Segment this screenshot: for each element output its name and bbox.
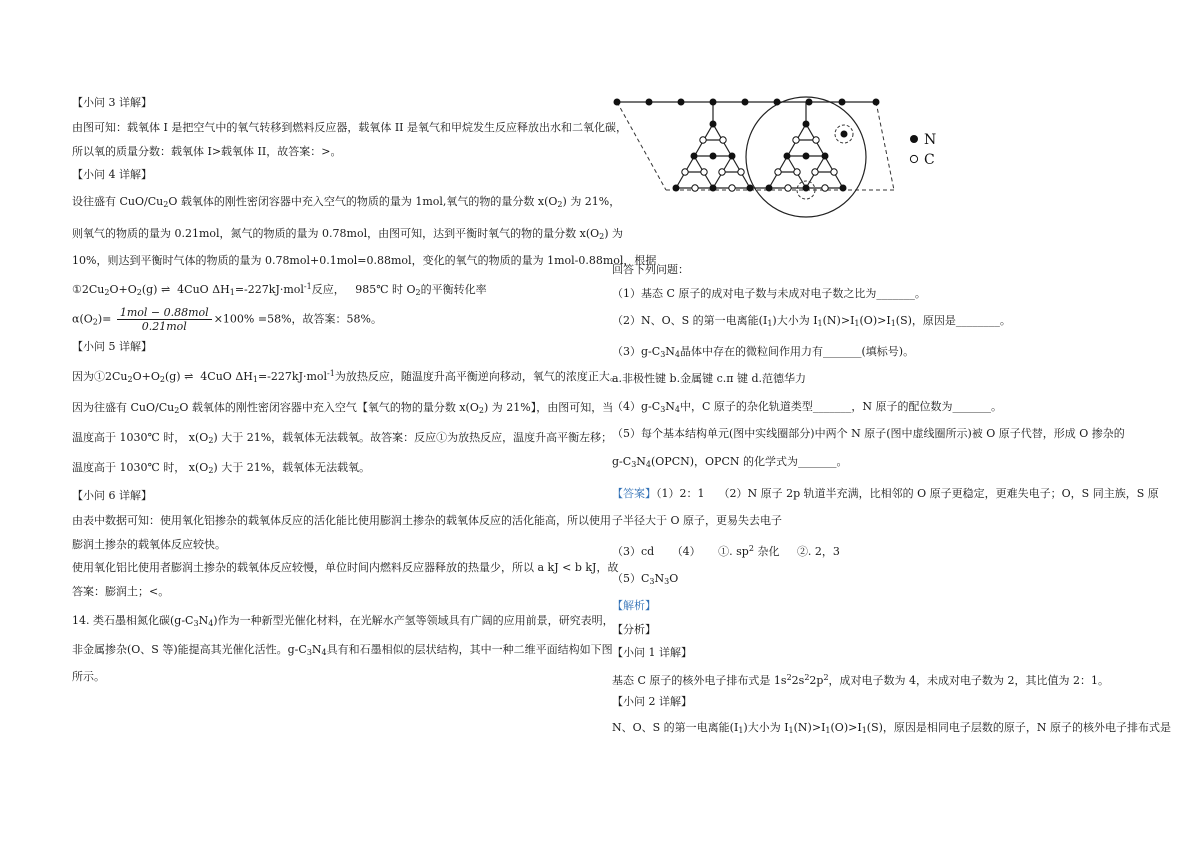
question-5-line-2: $g-C_3N_4(OPCN)$，OPCN 的化学式为_______。 xyxy=(612,455,848,469)
n-atoms xyxy=(614,99,880,192)
legend-n-marker xyxy=(910,135,918,143)
answer-line-2: 子半径大于 O 原子，更易失去电子 xyxy=(612,514,783,527)
q3-line-1: 由图可知：载氧体 I 是把空气中的氧气转移到燃料反应器，载氧体 II 是氧气和甲烷发生反应释放出水和二氧化碳， xyxy=(72,121,628,134)
unit-cell-outline xyxy=(617,102,894,190)
q5-line-1: 因为$①2Cu_2O+O_2(g)$ ⇌ 4CuO $\Delta H_1=-227kJ\cdot mol^{-1}$为放热反应，随温度升高平衡逆向移动，氧气的浓度正大。 xyxy=(72,369,621,384)
legend-c-marker xyxy=(910,155,917,162)
question-5: （5）每个基本结构单元(图中实线圈部分)中两个 N 原子(图中虚线圈所示)被 O 原子代替，形成 O 掺杂的 xyxy=(612,427,1125,440)
answer-line-3: （3）cd （4） ①. $sp^2$ 杂化 ②. 2，3 xyxy=(612,544,840,558)
q4-heading: 【小问 4 详解】 xyxy=(72,168,152,181)
bond-network xyxy=(617,102,876,188)
q5-heading: 【小问 5 详解】 xyxy=(72,340,152,353)
question-2: （2）N、O、S 的第一电离能$(I_1)$大小为 $I_1(N)>I_1(O)>I_1(S)$，原因是________。 xyxy=(612,314,1011,328)
q6-line-1: 由表中数据可知：使用氧化铝掺杂的载氧体反应的活化能比使用膨润土掺杂的载氧体反应的活化能高，所以使用 xyxy=(72,514,611,527)
q6-line-4: 答案：膨润土；<。 xyxy=(72,585,170,598)
intro-line: 回答下列问题： xyxy=(612,263,689,276)
q4-line-1: 设往盛有 CuO/$Cu_2O$ 载氧体的刚性密闭容器中充入空气的物质的量为 1mol,氧气的物的量分数 $x(O_2)$ 为 21%， xyxy=(72,195,621,209)
q5-line-3: 温度高于 1030℃ 时， $x(O_2)$ 大于 21%，载氧体无法载氧。故答案：反应①为放热反应，温度升高平衡左移； xyxy=(72,431,613,445)
q5-line-4: 温度高于 1030℃ 时， $x(O_2)$ 大于 21%，载氧体无法载氧。 xyxy=(72,461,371,475)
fraction: $\frac{\text{1mol − 0.88mol}}{\text{0.21mol}}$ xyxy=(117,306,212,333)
question-3-options: a.非极性键 b.金属键 c.π 键 d.范德华力 xyxy=(612,372,807,385)
p14-line-1: 14. 类石墨相氮化碳$(g-C_3N_4)$作为一种新型光催化材料，在光解水产氢等领域具有广阔的应用前景，研究表明， xyxy=(72,614,614,628)
answer-line-4: $(5)C_3N_3O$ xyxy=(612,572,679,586)
legend-c-label: C xyxy=(924,152,935,168)
q3-heading: 【小问 3 详解】 xyxy=(72,96,152,109)
legend-n-label: N xyxy=(924,132,937,148)
p14-line-2: 非金属掺杂(O、S 等)能提高其光催化活性。$g-C_3N_4$具有和石墨相似的层状结构，其中一种二维平面结构如下图 xyxy=(72,643,613,657)
question-4: $(4)g-C_3N_4$中，C 原子的杂化轨道类型_______，N 原子的配位数为_______。 xyxy=(612,400,1003,414)
fenxi-label: 【分析】 xyxy=(612,623,656,636)
analysis-label: 【解析】 xyxy=(612,599,656,612)
q4-line-2: 则氧气的物质的量为 0.21mol，氮气的物质的量为 0.78mol，由图可知，达到平衡时氧气的物的量分数 $x(O_2)$ 为 xyxy=(72,227,624,241)
q4-line-4: $①2Cu_2O+O_2(g)$ ⇌ 4CuO $\Delta H_1=-227kJ\cdot mol^{-1}$反应， 985℃ 时 $O_2$的平衡转化率 xyxy=(72,282,487,297)
q6-line-2: 膨润土掺杂的载氧体反应较快。 xyxy=(72,538,226,551)
q6-line-3: 使用氧化铝比使用者膨润土掺杂的载氧体反应较慢，单位时间内燃料反应器释放的热量少，所以 a kJ < b kJ，故 xyxy=(72,561,619,574)
xq2-line: N、O、S 的第一电离能$(I_1)$大小为 $I_1(N)>I_1(O)>I_1(S)$，原因是相同电子层数的原子，N 原子的核外电子排布式是 xyxy=(612,721,1172,735)
c-atoms xyxy=(682,137,837,191)
structure-figure xyxy=(606,88,966,238)
xq1-heading: 【小问 1 详解】 xyxy=(612,646,692,659)
question-1: （1）基态 C 原子的成对电子数与未成对电子数之比为_______。 xyxy=(612,287,926,300)
q3-line-2: 所以氧的质量分数：载氧体 I>载氧体 II，故答案：>。 xyxy=(72,145,342,158)
question-3: $(3)g-C_3N_4$晶体中存在的微粒间作用力有_______(填标号)。 xyxy=(612,345,915,359)
q5-line-2: 因为往盛有 CuO/$Cu_2O$ 载氧体的刚性密闭容器中充入空气【氧气的物的量分数 $x(O_2)$ 为 21%】，由图可知，当 xyxy=(72,401,614,415)
q4-line-3: 10%，则达到平衡时气体的物质的量为 0.78mol+0.1mol=0.88mol，变化的氧气的物质的量为 1mol-0.88mol，根据 xyxy=(72,254,657,267)
q6-heading: 【小问 6 详解】 xyxy=(72,489,152,502)
p14-line-3: 所示。 xyxy=(72,670,105,683)
xq1-line: 基态 C 原子的核外电子排布式是 $1s^22s^22p^2$，成对电子数为 4，未成对电子数为 2，其比值为 2：1。 xyxy=(612,673,1110,687)
q4-line-5: $\alpha(O_2)=$ $\frac{\text{1mol − 0.88mol}}{\text{0.21mol}}$ ×100% =58%，故答案：58%。 xyxy=(72,306,382,333)
answer-label: 【答案】 xyxy=(612,487,656,500)
xq2-heading: 【小问 2 详解】 xyxy=(612,695,692,708)
answer-line-1: 【答案】（1）2：1 （2）N 原子 2p 轨道半充满，比相邻的 O 原子更稳定，更难失电子；O，S 同主族，S 原 xyxy=(612,487,1159,500)
